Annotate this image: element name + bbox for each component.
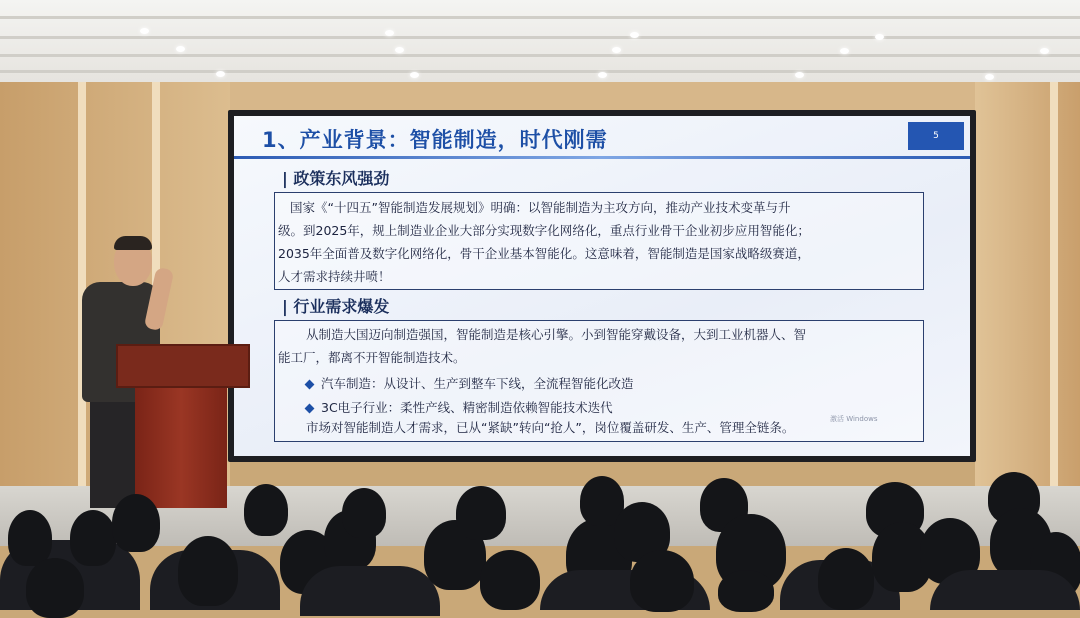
audience-head — [480, 550, 540, 610]
ceiling-light — [176, 46, 185, 52]
diamond-bullet-icon — [305, 380, 315, 390]
wall-above-screen — [230, 82, 975, 110]
ceiling-light — [1040, 48, 1049, 54]
audience-head — [178, 536, 238, 606]
ceiling-light — [630, 32, 639, 38]
ceiling-stripe — [0, 70, 1080, 73]
demand-bullet: 汽车制造：从设计、生产到整车下线，全流程智能化改造 — [306, 374, 634, 392]
diamond-bullet-icon — [305, 404, 315, 414]
audience-head — [244, 484, 288, 536]
ceiling-light — [216, 71, 225, 77]
ceiling-light — [612, 47, 621, 53]
audience-head — [456, 486, 506, 540]
section-heading-policy: | 政策东风强劲 — [282, 169, 390, 188]
ceiling-light — [598, 72, 607, 78]
slide-title: 1、产业背景：智能制造，时代刚需 — [262, 128, 608, 152]
demand-line: 能工厂，都离不开智能制造技术。 — [278, 350, 466, 365]
audience — [0, 470, 1080, 608]
wall-pillar — [1050, 82, 1058, 502]
ceiling-light — [395, 47, 404, 53]
title-underline — [234, 156, 970, 159]
audience-head — [630, 550, 694, 612]
audience-head — [8, 510, 52, 566]
audience-head — [718, 570, 774, 612]
audience-head — [342, 488, 386, 538]
policy-line: 人才需求持续井喷！ — [278, 269, 391, 284]
ceiling-light — [795, 72, 804, 78]
audience-head — [112, 494, 160, 552]
ceiling-light — [410, 72, 419, 78]
audience-head — [70, 510, 116, 566]
ceiling-light — [875, 34, 884, 40]
podium-top — [116, 344, 250, 388]
ceiling-stripe — [0, 36, 1080, 39]
policy-line: 2035年全面普及数字化网络化，骨干企业基本智能化。这意味着，智能制造是国家战略级赛道， — [278, 246, 810, 261]
projection-screen — [228, 110, 976, 462]
right-wall — [975, 82, 1080, 502]
ceiling-light — [985, 74, 994, 80]
speaker-hair — [114, 236, 152, 250]
policy-line: 级。到2025年，规上制造业企业大部分实现数字化网络化，重点行业骨干企业初步应用智能化； — [278, 223, 810, 238]
policy-line: 国家《“十四五”智能制造发展规划》明确：以智能制造为主攻方向，推动产业技术变革与升 — [290, 200, 791, 215]
ceiling — [0, 0, 1080, 82]
ceiling-light — [840, 48, 849, 54]
audience-member — [300, 566, 440, 616]
ceiling-stripe — [0, 54, 1080, 57]
windows-watermark: 激活 Windows — [830, 415, 878, 423]
audience-head — [818, 548, 874, 610]
ceiling-stripe — [0, 16, 1080, 19]
demand-bullet: 3C电子行业：柔性产线、精密制造依赖智能技术迭代 — [306, 398, 613, 416]
section-heading-demand: | 行业需求爆发 — [282, 297, 390, 316]
demand-closing: 市场对智能制造人才需求，已从“紧缺”转向“抢人”，岗位覆盖研发、生产、管理全链条。 — [306, 420, 795, 435]
audience-member — [930, 570, 1080, 610]
demand-line: 从制造大国迈向制造强国，智能制造是核心引擎。小到智能穿戴设备，大到工业机器人、智 — [306, 327, 807, 342]
ceiling-light — [140, 28, 149, 34]
page-number: 5 — [908, 122, 964, 150]
ceiling-light — [385, 30, 394, 36]
audience-head — [26, 558, 84, 618]
presentation-slide — [234, 116, 970, 456]
